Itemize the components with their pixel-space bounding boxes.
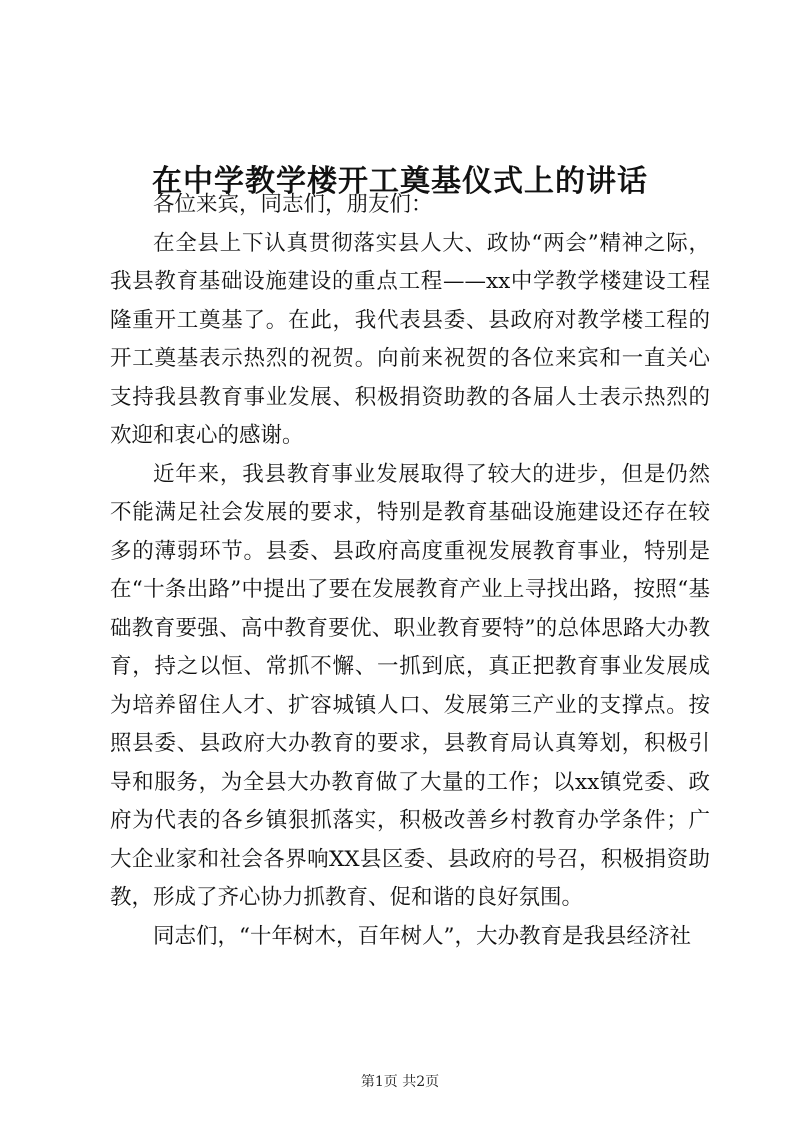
page-footer: 第1页 共2页 — [360, 1074, 440, 1090]
body-paragraph: 在全县上下认真贯彻落实县人大、政协“两会”精神之际，我县教育基础设施建设的重点工程——xx中学教学楼建设工程隆重开工奠基了。在此，我代表县委、县政府对教学楼工程的开工奠基表示热烈的祝贺。向前来祝贺的各位来宾和一直关心支持我县教育事业发展、积极捐资助教的各届人士表示热烈的欢迎和衷心的感谢。 — [110, 230, 710, 448]
body-paragraph: 同志们，“十年树木，百年树人”，大办教育是我县经济社 — [153, 923, 691, 949]
page-title: 在中学教学楼开工奠基仪式上的讲话 — [152, 164, 648, 200]
document-body — [110, 186, 710, 956]
body-paragraph: 近年来，我县教育事业发展取得了较大的进步，但是仍然不能满足社会发展的要求，特别是教育基础设施建设还存在较多的薄弱环节。县委、县政府高度重视发展教育事业，特别是在“十条出路”中提出了要在发展教育产业上寻找出路，按照“基础教育要强、高中教育要优、职业教育要特”的总体思路大办教育，持之以恒、常抓不懈、一抓到底，真正把教育事业发展成为培养留住人才、扩容城镇人口、发展第三产业的支撑点。按照县委、县政府大办教育的要求，县教育局认真筹划，积极引导和服务，为全县大办教育做了大量的工作；以xx镇党委、政府为代表的各乡镇狠抓落实，积极改善乡村教育办学条件；广大企业家和社会各界响XX县区委、县政府的号召，积极捐资助教，形成了齐心协力抓教育、促和谐的良好氛围。 — [110, 461, 710, 910]
salutation-paragraph: 各位来宾，同志们，朋友们： — [153, 192, 433, 217]
